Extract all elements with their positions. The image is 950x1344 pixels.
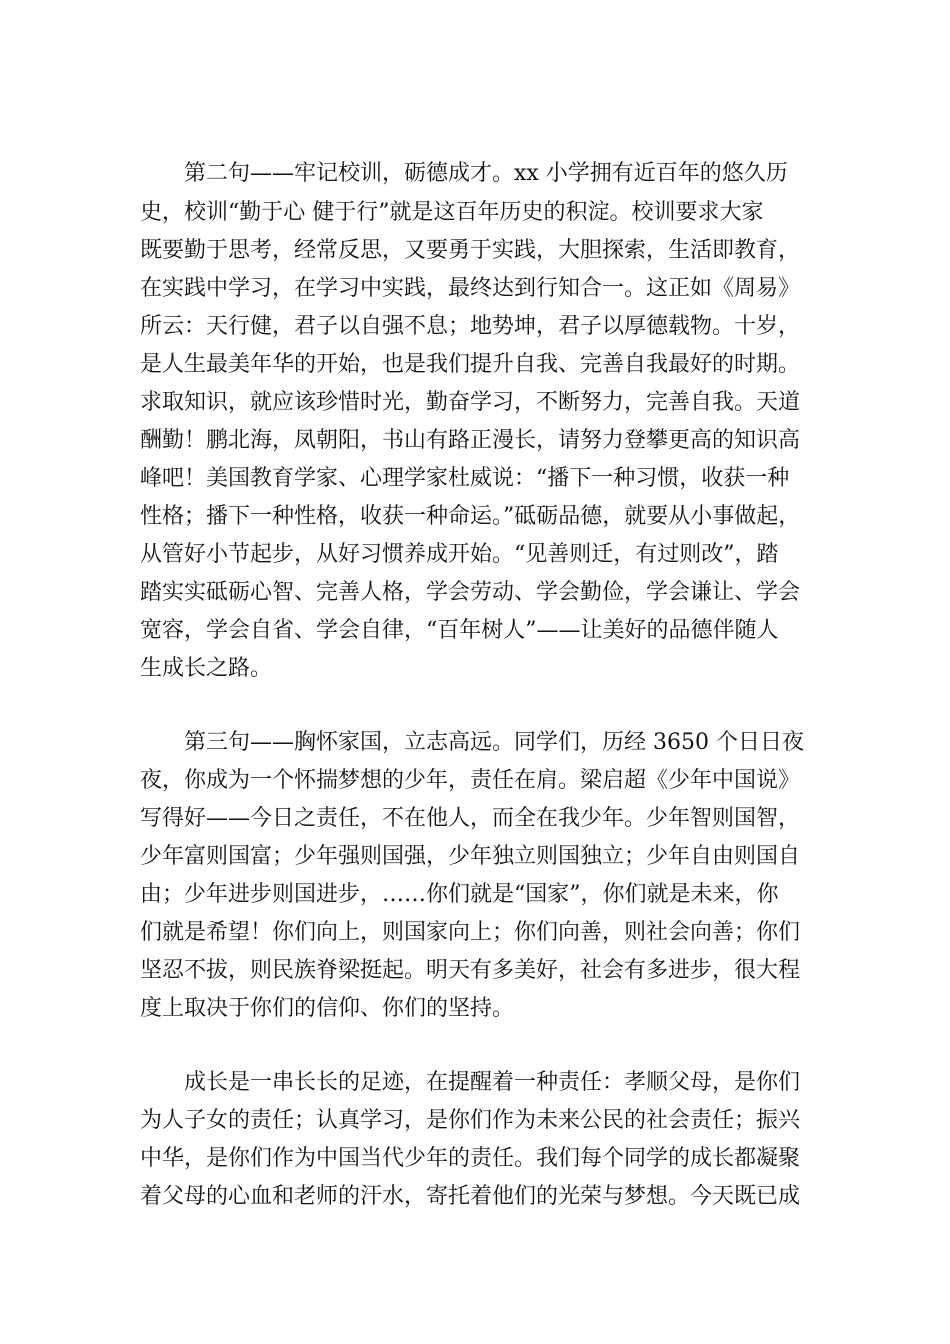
text-line: 由；少年进步则国进步，……你们就是“国家”，你们就是未来，你	[140, 882, 779, 907]
text-line: 踏实实砥砺心智、完善人格，学会劳动、学会勤俭，学会谦让、学会	[140, 580, 801, 605]
text-line: 成长是一串长长的足迹，在提醒着一种责任：孝顺父母，是你们	[184, 1070, 801, 1095]
text-line: 夜，你成为一个怀揣梦想的少年，责任在肩。梁启超《少年中国说》	[140, 768, 801, 793]
text-line: 酬勤！鹏北海，凤朝阳，书山有路正漫长，请努力登攀更高的知识高	[140, 428, 801, 453]
text-line: 生成长之路。	[140, 656, 273, 681]
text-line: 着父母的心血和老师的汗水，寄托着他们的光荣与梦想。今天既已成	[140, 1184, 801, 1209]
text-line: 少年富则国富；少年强则国强，少年独立则国独立；少年自由则国自	[140, 844, 801, 869]
text-line: 是人生最美年华的开始，也是我们提升自我、完善自我最好的时期。	[140, 352, 801, 377]
text-line: 们就是希望！你们向上，则国家向上；你们向善，则社会向善；你们	[140, 920, 801, 945]
text-line: 所云：天行健，君子以自强不息；地势坤，君子以厚德载物。十岁，	[140, 314, 801, 339]
text-line: 史，校训“勤于心 健于行”就是这百年历史的积淀。校训要求大家	[140, 200, 764, 225]
text-line: 宽容，学会自省、学会自律，“百年树人”——让美好的品德伴随人	[140, 618, 779, 643]
text-line: 为人子女的责任；认真学习，是你们作为未来公民的社会责任；振兴	[140, 1108, 801, 1133]
text-line: 第三句——胸怀家国，立志高远。同学们，历经 3650 个日日夜	[184, 730, 804, 755]
text-line: 中华，是你们作为中国当代少年的责任。我们每个同学的成长都凝聚	[140, 1146, 801, 1171]
text-line: 写得好——今日之责任，不在他人，而全在我少年。少年智则国智，	[140, 806, 801, 831]
text-line: 既要勤于思考，经常反思，又要勇于实践，大胆探索，生活即教育，	[140, 238, 801, 263]
text-line: 坚忍不拔，则民族脊梁挺起。明天有多美好，社会有多进步，很大程	[140, 958, 801, 983]
text-line: 度上取决于你们的信仰、你们的坚持。	[140, 996, 515, 1021]
text-line: 峰吧！美国教育学家、心理学家杜威说：“播下一种习惯，收获一种	[140, 466, 790, 491]
text-line: 在实践中学习，在学习中实践，最终达到行知合一。这正如《周易》	[140, 276, 801, 301]
text-line: 求取知识，就应该珍惜时光，勤奋学习，不断努力，完善自我。天道	[140, 390, 801, 415]
text-line: 第二句——牢记校训，砺德成才。xx 小学拥有近百年的悠久历	[184, 161, 788, 186]
text-line: 性格；播下一种性格，收获一种命运。”砥砺品德，就要从小事做起，	[140, 504, 801, 529]
text-line: 从管好小节起步，从好习惯养成开始。“见善则迁，有过则改”，踏	[140, 542, 779, 567]
